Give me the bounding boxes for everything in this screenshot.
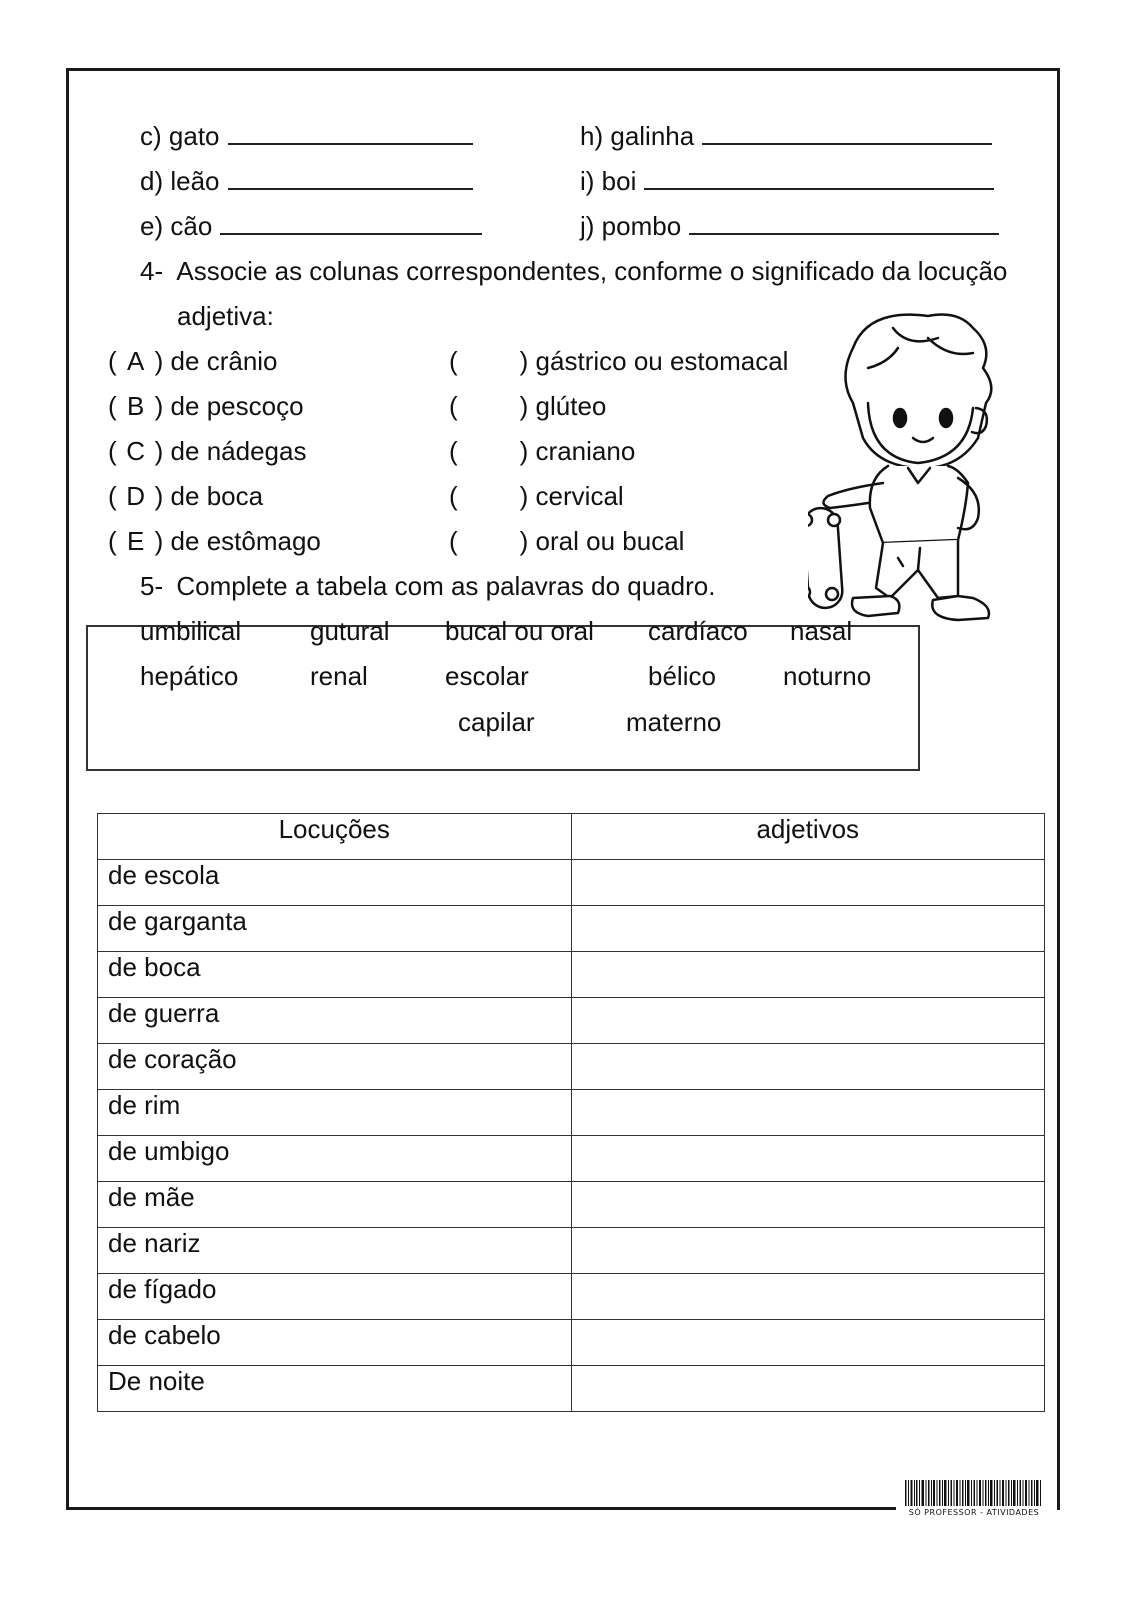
table-row [98, 1320, 1045, 1366]
locucao-cell: de umbigo [98, 1136, 572, 1182]
ex3-item-i: i) boi [580, 166, 994, 196]
barcode-icon [905, 1480, 1043, 1506]
ex3-item-e: e) cão [140, 211, 482, 241]
boy-skateboard-illustration [808, 308, 1024, 638]
adjetivo-answer-cell[interactable] [571, 1274, 1045, 1320]
locucao-cell: de garganta [98, 906, 572, 952]
ex4-right-item[interactable]: ( ) cervical [449, 481, 624, 511]
ex3-item-d: d) leão [140, 166, 473, 196]
adjetivo-answer-cell[interactable] [571, 906, 1045, 952]
column-header-locucoes: Locuções [98, 814, 572, 860]
ex3-item-j: j) pombo [580, 211, 999, 241]
ex4-instruction-cont: adjetiva: [177, 301, 274, 331]
locucao-cell: De noite [98, 1366, 572, 1412]
table-row [98, 1090, 1045, 1136]
table-row [98, 1366, 1045, 1412]
adjetivo-answer-cell[interactable] [571, 1182, 1045, 1228]
word-box [86, 625, 920, 771]
ex4-right-item[interactable]: ( ) craniano [449, 436, 636, 466]
word-box-item: gutural [310, 616, 390, 646]
answer-line[interactable] [702, 121, 992, 145]
ex4-left-item-b: ( B ) de pescoço [108, 391, 304, 421]
ex4-left-item-a: ( A ) de crânio [108, 346, 278, 376]
ex4-right-item[interactable]: ( ) oral ou bucal [449, 526, 685, 556]
locucao-cell: de fígado [98, 1274, 572, 1320]
word-box-item: materno [626, 707, 722, 737]
locucao-cell: de boca [98, 952, 572, 998]
adjetivo-answer-cell[interactable] [571, 1320, 1045, 1366]
word-box-item: hepático [140, 661, 239, 691]
locucoes-table [97, 813, 1045, 1412]
word-box-item: escolar [445, 661, 529, 691]
word-box-item: umbilical [140, 616, 242, 646]
word-box-item: bucal ou oral [445, 616, 594, 646]
locucao-cell: de rim [98, 1090, 572, 1136]
ex5-instruction: Complete a tabela com as palavras do quadro. [176, 571, 716, 601]
table-row [98, 1136, 1045, 1182]
word-box-item: nasal [790, 616, 853, 646]
table-row [98, 1228, 1045, 1274]
locucao-cell: de cabelo [98, 1320, 572, 1366]
adjetivo-answer-cell[interactable] [571, 860, 1045, 906]
adjetivo-answer-cell[interactable] [571, 1366, 1045, 1412]
locucao-cell: de coração [98, 1044, 572, 1090]
column-header-adjetivos: adjetivos [571, 814, 1045, 860]
answer-line[interactable] [228, 166, 473, 190]
ex4-right-item[interactable]: ( ) glúteo [449, 391, 607, 421]
page-frame-bottom [66, 1507, 896, 1510]
adjetivo-answer-cell[interactable] [571, 1228, 1045, 1274]
table-row [98, 998, 1045, 1044]
ex4-left-item-e: ( E ) de estômago [108, 526, 321, 556]
ex4-heading: 4- Associe as colunas correspondentes, conforme o significado da locução [140, 256, 1008, 286]
adjetivo-answer-cell[interactable] [571, 1044, 1045, 1090]
locucao-cell: de nariz [98, 1228, 572, 1274]
table-row [98, 1044, 1045, 1090]
barcode-label: SÓ PROFESSOR - ATIVIDADES [908, 1508, 1040, 1517]
ex4-right-item[interactable]: ( ) gástrico ou estomacal [449, 346, 789, 376]
word-box-item: noturno [783, 661, 872, 691]
answer-line[interactable] [228, 121, 473, 145]
ex4-instruction: Associe as colunas correspondentes, conforme o significado da locução [176, 256, 1008, 286]
word-box-item: renal [310, 661, 368, 691]
table-row [98, 860, 1045, 906]
answer-line[interactable] [220, 211, 482, 235]
table-row [98, 1274, 1045, 1320]
ex5-heading: 5- Complete a tabela com as palavras do quadro. [140, 571, 716, 601]
adjetivo-answer-cell[interactable] [571, 952, 1045, 998]
locucao-cell: de guerra [98, 998, 572, 1044]
ex3-item-c: c) gato [140, 121, 473, 151]
ex3-item-h: h) galinha [580, 121, 992, 151]
adjetivo-answer-cell[interactable] [571, 998, 1045, 1044]
answer-line[interactable] [644, 166, 994, 190]
locucao-cell: de escola [98, 860, 572, 906]
ex4-left-item-c: ( C ) de nádegas [108, 436, 307, 466]
answer-line[interactable] [689, 211, 999, 235]
locucao-cell: de mãe [98, 1182, 572, 1228]
ex4-left-item-d: ( D ) de boca [108, 481, 264, 511]
table-header-row [98, 814, 1045, 860]
table-row [98, 952, 1045, 998]
adjetivo-answer-cell[interactable] [571, 1136, 1045, 1182]
adjetivo-answer-cell[interactable] [571, 1090, 1045, 1136]
table-row [98, 906, 1045, 952]
word-box-item: capilar [458, 707, 535, 737]
word-box-item: bélico [648, 661, 716, 691]
word-box-item: cardíaco [648, 616, 748, 646]
table-row [98, 1182, 1045, 1228]
